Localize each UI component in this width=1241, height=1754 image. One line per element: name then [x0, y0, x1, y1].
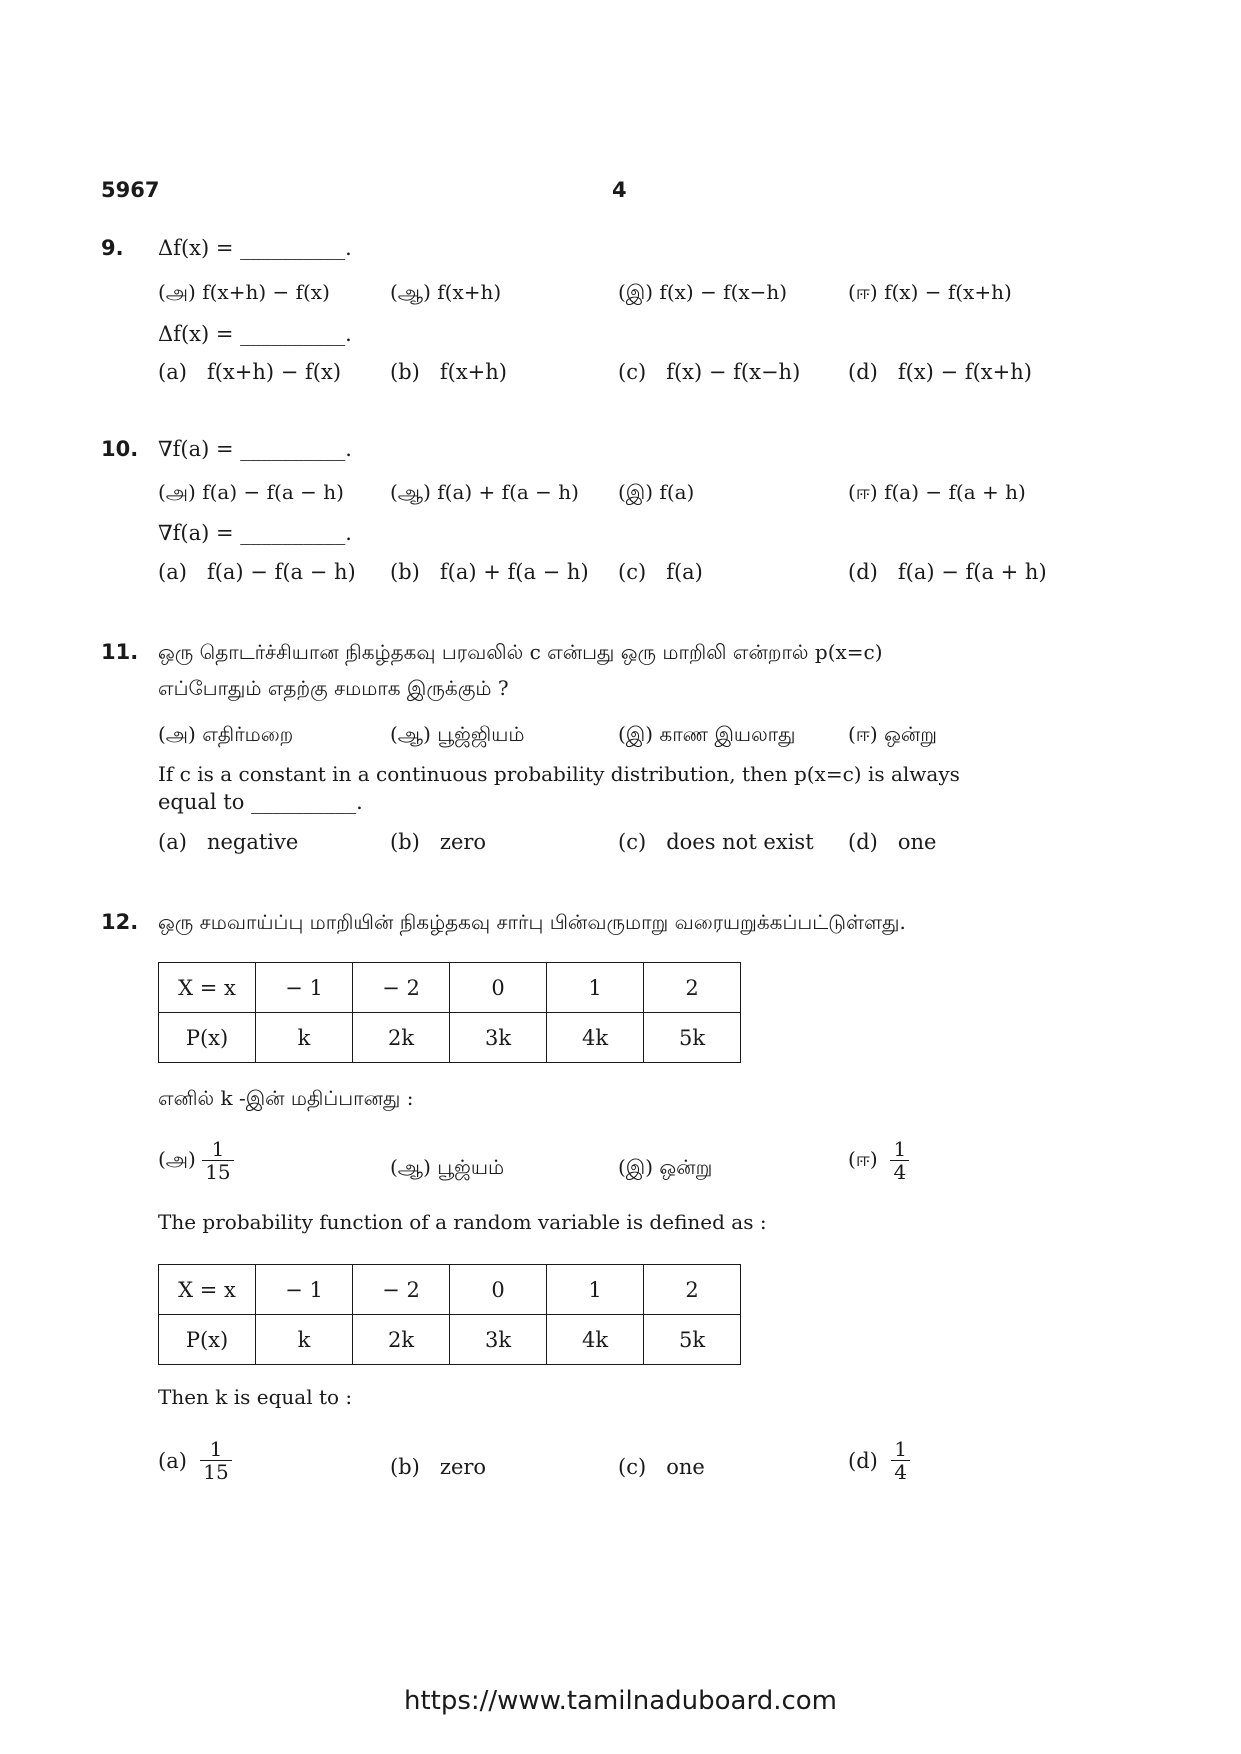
option-label: (a) [158, 830, 187, 854]
q12-then-english: Then k is equal to : [158, 1385, 353, 1409]
q11-stem-english-line2: equal to __________. [158, 790, 363, 814]
table-cell: k [256, 1013, 353, 1063]
q9-option-en-2 [390, 360, 507, 384]
option-label: (b) [390, 560, 420, 584]
option-label: (c) [618, 560, 647, 584]
q11-option-ta-2 [390, 722, 524, 749]
q12-option-ta-2 [390, 1155, 504, 1182]
q12-option-en-1 [158, 1438, 232, 1483]
footer-url: https://www.tamilnaduboard.com [403, 1686, 838, 1716]
table-cell: 2 [644, 963, 741, 1013]
option-text: negative [206, 830, 299, 854]
option-label: (ஈ) [848, 280, 878, 304]
option-text: f(a) − f(a + h) [884, 480, 1026, 504]
table-cell: 3k [450, 1315, 547, 1365]
q11-option-en-3 [618, 830, 814, 854]
option-label: (d) [848, 830, 878, 854]
q12-option-en-2 [390, 1455, 486, 1479]
q10-option-ta-4 [848, 480, 1026, 507]
option-text: f(x) − f(x+h) [897, 360, 1032, 384]
q9-option-en-4 [848, 360, 1032, 384]
option-text: f(x) − f(x+h) [884, 280, 1012, 304]
table-row [159, 1315, 741, 1365]
paper-code: 5967 [101, 178, 160, 202]
option-label: (a) [158, 560, 187, 584]
question-number-11: 11. [101, 640, 139, 664]
table-cell: k [256, 1315, 353, 1365]
table-cell: − 1 [256, 963, 353, 1013]
table-cell: 5k [644, 1315, 741, 1365]
option-label: (ஆ) [390, 1155, 431, 1179]
probability-table-english [158, 1264, 741, 1365]
option-text: one [666, 1455, 705, 1479]
option-text: zero [439, 1455, 487, 1479]
q9-stem-english: Δf(x) = __________. [158, 322, 352, 346]
option-text: does not exist [666, 830, 814, 854]
q11-option-en-4 [848, 830, 936, 854]
option-label: (ஈ) [848, 722, 878, 746]
option-text: f(a) [666, 560, 703, 584]
option-label: (அ) [158, 1147, 196, 1171]
q11-option-ta-4 [848, 722, 937, 749]
fraction [202, 1138, 233, 1183]
q10-option-ta-3 [618, 480, 694, 507]
question-number-10: 10. [101, 437, 139, 461]
fraction-numerator: 1 [211, 1137, 225, 1161]
table-row [159, 1265, 741, 1315]
option-text: one [897, 830, 937, 854]
fraction-numerator: 1 [893, 1137, 907, 1161]
fraction-denominator: 15 [202, 1160, 233, 1183]
q10-option-en-1 [158, 560, 356, 584]
q10-stem-english: ∇f(a) = __________. [158, 521, 352, 545]
page-number: 4 [612, 178, 627, 202]
option-text: f(x+h) − f(x) [206, 360, 342, 384]
fraction-denominator: 4 [891, 1460, 910, 1483]
option-label: (a) [158, 1448, 187, 1473]
option-label: (a) [158, 360, 187, 384]
fraction-numerator: 1 [894, 1437, 907, 1461]
q12-option-en-3 [618, 1455, 705, 1479]
option-text: காண இயலாது [659, 722, 796, 746]
q10-option-ta-2 [390, 480, 579, 507]
option-text: பூஜ்யம் [437, 1155, 505, 1179]
q11-stem-english-line1: If c is a constant in a continuous probability distribution, then p(x=c) is always [158, 762, 960, 786]
table-cell: 5k [644, 1013, 741, 1063]
table-row [159, 963, 741, 1013]
option-text: f(a) + f(a − h) [439, 560, 589, 584]
q12-stem-tamil: ஒரு சமவாய்ப்பு மாறியின் நிகழ்தகவு சார்பு பின்வருமாறு வரையறுக்கப்பட்டுள்ளது. [158, 910, 906, 934]
option-text: f(x) − f(x−h) [659, 280, 788, 304]
option-label: (அ) [158, 280, 196, 304]
q10-option-en-3 [618, 560, 703, 584]
option-text: பூஜ்ஜியம் [437, 722, 525, 746]
q11-option-ta-3 [618, 722, 795, 749]
q10-option-en-2 [390, 560, 589, 584]
option-label: (இ) [618, 1155, 654, 1179]
q12-stem-english: The probability function of a random variable is defined as : [158, 1210, 767, 1234]
option-text: ஒன்று [884, 722, 937, 746]
table-cell: X = x [159, 963, 256, 1013]
q10-stem-tamil: ∇f(a) = __________. [158, 437, 352, 461]
q12-option-ta-1 [158, 1138, 234, 1183]
option-label: (b) [390, 830, 420, 854]
option-text: f(a) − f(a + h) [897, 560, 1047, 584]
option-text: f(x) − f(x−h) [666, 360, 801, 384]
table-cell: X = x [159, 1265, 256, 1315]
q11-option-en-2 [390, 830, 486, 854]
question-number-9: 9. [101, 236, 124, 260]
q9-option-en-3 [618, 360, 800, 384]
q11-option-ta-1 [158, 722, 293, 749]
q10-option-ta-1 [158, 480, 344, 507]
q9-stem-tamil: Δf(x) = __________. [158, 236, 352, 260]
option-label: (ஈ) [848, 480, 878, 504]
table-cell: 1 [547, 1265, 644, 1315]
q11-option-en-1 [158, 830, 298, 854]
q11-stem-tamil-line1: ஒரு தொடர்ச்சியான நிகழ்தகவு பரவலில் c என்பது ஒரு மாறிலி என்றால் p(x=c) [158, 640, 883, 664]
option-label: (d) [848, 360, 878, 384]
q12-option-ta-3 [618, 1155, 712, 1182]
option-text: f(a) − f(a − h) [202, 480, 344, 504]
table-cell: 3k [450, 1013, 547, 1063]
option-label: (அ) [158, 480, 196, 504]
option-label: (ஈ) [848, 1147, 878, 1171]
table-cell: 1 [547, 963, 644, 1013]
table-cell: 2k [353, 1013, 450, 1063]
q12-option-ta-4 [848, 1138, 909, 1183]
table-cell: − 1 [256, 1265, 353, 1315]
table-cell: P(x) [159, 1315, 256, 1365]
fraction-denominator: 4 [890, 1160, 909, 1183]
q11-stem-tamil-line2: எப்போதும் எதற்கு சமமாக இருக்கும் ? [158, 676, 509, 700]
option-label: (d) [848, 1448, 878, 1473]
q10-option-en-4 [848, 560, 1047, 584]
table-cell: 0 [450, 963, 547, 1013]
table-cell: 2k [353, 1315, 450, 1365]
option-text: f(a) + f(a − h) [437, 480, 579, 504]
option-label: (d) [848, 560, 878, 584]
table-cell: 2 [644, 1265, 741, 1315]
option-text: ஒன்று [659, 1155, 713, 1179]
table-cell: 4k [547, 1013, 644, 1063]
option-text: f(x+h) [439, 360, 507, 384]
option-text: zero [439, 830, 487, 854]
fraction-numerator: 1 [209, 1437, 223, 1461]
option-label: (c) [618, 830, 647, 854]
question-number-12: 12. [101, 910, 139, 934]
fraction [200, 1438, 231, 1483]
table-cell: − 2 [353, 1265, 450, 1315]
q12-then-tamil: எனில் k -இன் மதிப்பானது : [158, 1086, 414, 1110]
q9-option-ta-1 [158, 280, 330, 307]
option-label: (b) [390, 1455, 420, 1479]
table-cell: P(x) [159, 1013, 256, 1063]
option-label: (இ) [618, 722, 654, 746]
option-label: (b) [390, 360, 420, 384]
option-label: (இ) [618, 480, 654, 504]
table-row [159, 1013, 741, 1063]
option-label: (c) [618, 360, 647, 384]
option-text: f(a) [659, 480, 695, 504]
option-label: (அ) [158, 722, 196, 746]
q12-option-en-4 [848, 1438, 910, 1483]
option-text: எதிர்மறை [202, 722, 294, 746]
probability-table-tamil [158, 962, 741, 1063]
option-label: (ஆ) [390, 280, 431, 304]
q9-option-ta-3 [618, 280, 787, 307]
fraction-denominator: 15 [200, 1460, 231, 1483]
option-label: (இ) [618, 280, 654, 304]
option-text: f(x+h) − f(x) [202, 280, 330, 304]
q9-option-en-1 [158, 360, 341, 384]
option-text: f(x+h) [437, 280, 502, 304]
option-text: f(a) − f(a − h) [206, 560, 356, 584]
q9-option-ta-4 [848, 280, 1012, 307]
q9-option-ta-2 [390, 280, 501, 307]
fraction [891, 1438, 910, 1483]
table-cell: 0 [450, 1265, 547, 1315]
table-cell: 4k [547, 1315, 644, 1365]
option-label: (c) [618, 1455, 647, 1479]
option-label: (ஆ) [390, 722, 431, 746]
fraction [890, 1138, 909, 1183]
option-label: (ஆ) [390, 480, 431, 504]
table-cell: − 2 [353, 963, 450, 1013]
